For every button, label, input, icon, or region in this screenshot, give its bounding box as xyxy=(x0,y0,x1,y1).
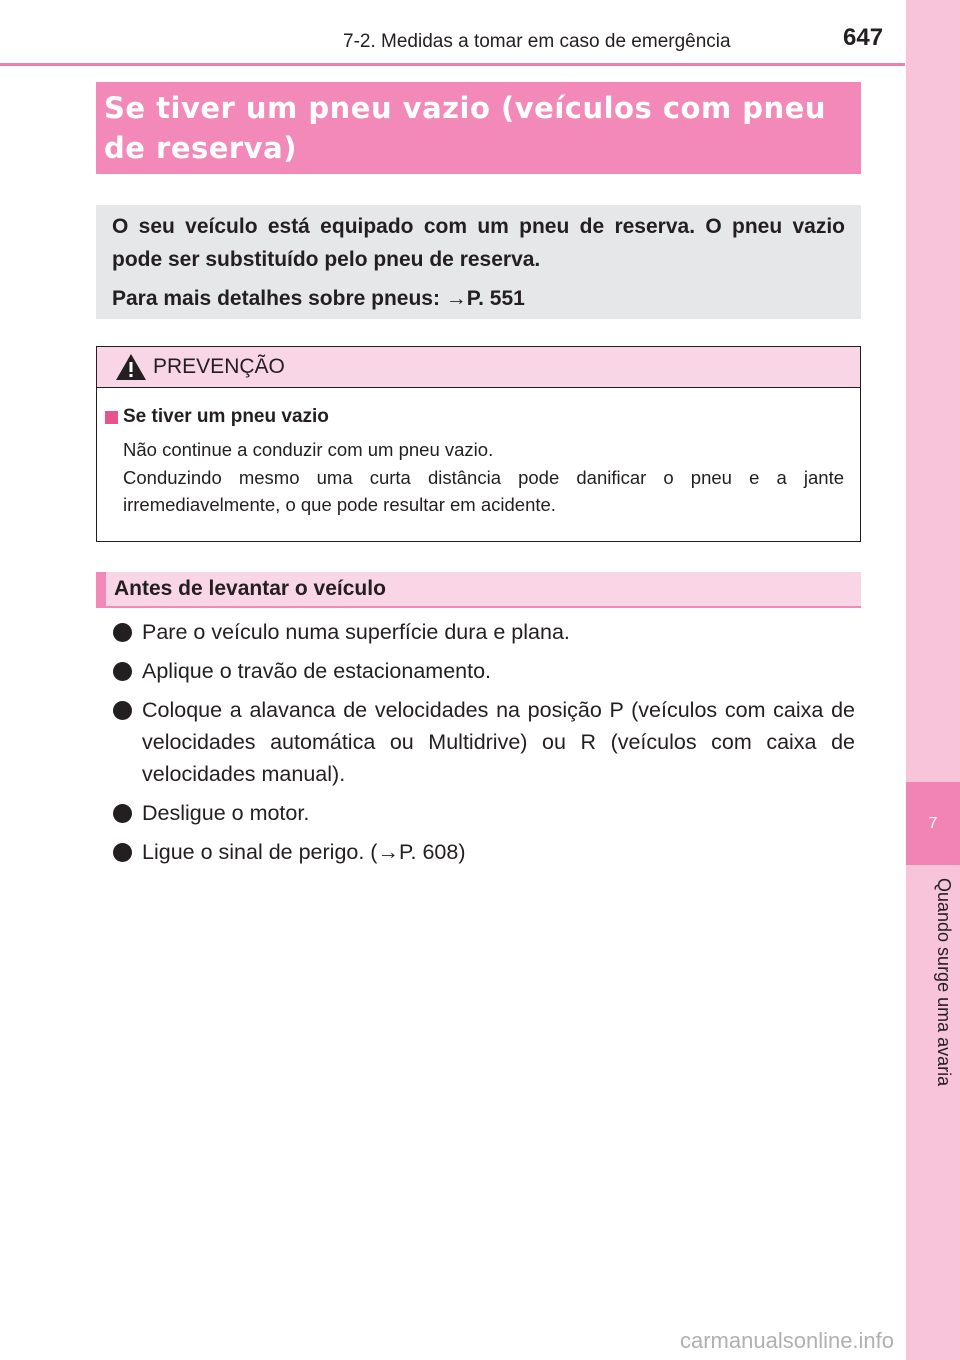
warning-line-1: Não continue a conduzir com um pneu vazio. xyxy=(123,439,494,460)
warning-subtitle xyxy=(105,406,844,428)
bullet-list xyxy=(113,616,855,875)
side-tab-label: Quando surge uma avaria xyxy=(934,878,954,1087)
side-tab-chapter: 7 xyxy=(906,782,960,865)
warning-header xyxy=(97,347,860,388)
list-item: Desligue o motor. xyxy=(113,797,855,829)
title-banner xyxy=(96,82,861,174)
square-bullet-icon xyxy=(105,411,118,424)
section-heading-text: Antes de levantar o veículo xyxy=(114,577,386,600)
intro-text: O seu veículo está equipado com um pneu de reserva. O pneu vazio pode ser substituído pelo pneu de reserva. xyxy=(112,215,845,271)
header-section-title: 7-2. Medidas a tomar em caso de emergência xyxy=(343,31,731,52)
side-tab-strip xyxy=(906,0,960,1360)
page-number: 647 xyxy=(843,24,884,51)
intro-reference: Para mais detalhes sobre pneus: →P. 551 xyxy=(112,287,525,310)
list-item: Aplique o travão de estacionamento. xyxy=(113,655,855,687)
warning-line-2: Conduzindo mesmo uma curta distância pode danificar o pneu e a jante irremediavelmente, o que pode resultar em acidente. xyxy=(123,466,844,515)
list-item: Ligue o sinal de perigo. (→P. 608) xyxy=(113,836,855,868)
warning-triangle-icon xyxy=(115,353,147,381)
warning-title: PREVENÇÃO xyxy=(153,355,285,378)
list-item: Pare o veículo numa superfície dura e plana. xyxy=(113,616,855,648)
section-heading xyxy=(96,572,861,608)
list-item: Coloque a alavanca de velocidades na posição P (veículos com caixa de velocidades automática ou Multidrive) ou R (veículos com caixa de velocidades manual). xyxy=(113,694,855,790)
page-title: Se tiver um pneu vazio (veículos com pneu de reserva) xyxy=(104,91,826,165)
intro-box xyxy=(96,205,861,319)
warning-body xyxy=(97,388,860,519)
warning-text xyxy=(123,436,844,519)
warning-box xyxy=(96,346,861,542)
header-rule xyxy=(0,63,905,66)
warning-subtitle-text: Se tiver um pneu vazio xyxy=(123,406,329,427)
watermark: carmanualsonline.info xyxy=(680,1328,895,1353)
